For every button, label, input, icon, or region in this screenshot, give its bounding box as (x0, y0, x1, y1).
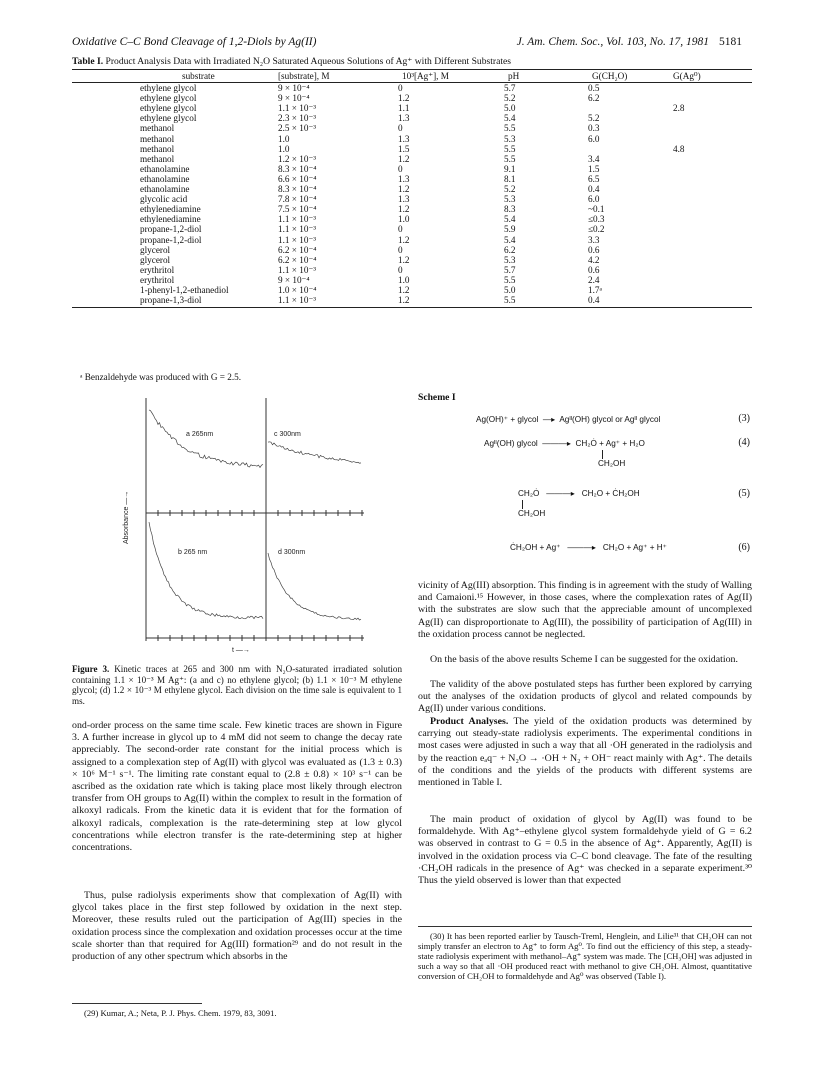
trace-d (268, 553, 361, 620)
table-cell: 1.0 (278, 143, 290, 154)
table-cell: 1.5 (398, 143, 410, 154)
table-row (72, 224, 752, 234)
table-cell: 9.1 (504, 163, 516, 174)
eq6-number: (6) (738, 542, 750, 553)
table-header-row (72, 70, 752, 83)
table-cell: 6.6 × 10⁻⁴ (278, 173, 317, 184)
table-cell: 1.7ᵃ (588, 284, 602, 295)
table-cell: 5.5 (504, 274, 516, 285)
table-cell: 1.3 (398, 113, 410, 124)
table-cell: 1.2 (398, 254, 410, 265)
table-row (72, 164, 752, 174)
table-cell: ~0.1 (588, 204, 605, 215)
right-body-paragraph-2: On the basis of the above results Scheme I can be suggested for the oxidation. (430, 654, 738, 665)
table-cell: 1.1 × 10⁻³ (278, 295, 398, 308)
table-cell: ethylenediamine (140, 214, 201, 225)
table-row (72, 83, 752, 94)
table-cell: 6.0 (588, 194, 600, 205)
table-cell: ethanolamine (140, 184, 190, 195)
table-cell: methanol (140, 133, 175, 144)
table-cell: 0.3 (588, 123, 600, 134)
table-cell: 1.2 (398, 295, 504, 308)
table-row (72, 174, 752, 184)
table-cell: 1.0 (398, 214, 410, 225)
table-cell (588, 103, 673, 113)
panel-d-label: d 300nm (278, 549, 306, 556)
journal-name: J. Am. Chem. Soc., Vol. 103, No. 17, 1981 (516, 36, 709, 48)
table-cell: 5.3 (504, 194, 516, 205)
table-cell (673, 214, 752, 224)
table-cell: 0 (398, 224, 403, 235)
table-cell: 5.5 (504, 123, 516, 134)
table-row (72, 103, 752, 113)
table-cell: 1.1 × 10⁻³ (278, 234, 317, 245)
table-cell: 5.4 (504, 214, 516, 225)
table-cell: 1.1 × 10⁻³ (278, 264, 317, 275)
table-cell: 1.1 × 10⁻³ (278, 103, 317, 114)
eq5-sub-text: CH₂OH (518, 509, 546, 518)
table-cell: 8.1 (504, 173, 516, 184)
right-body-paragraph-3: The validity of the above postulated steps has further been explored by carrying out the analyses of the oxidation products of glycol and related compounds by Ag(II) under various conditions. (418, 679, 752, 715)
table-cell: 5.9 (504, 224, 516, 235)
table-cell: 1.3 (398, 133, 410, 144)
footnote-rule (418, 926, 752, 927)
table-cell: 5.5 (504, 153, 516, 164)
table-cell: 5.5 (504, 143, 516, 154)
table-cell: 0.4 (588, 184, 600, 195)
table-cell: 5.7 (504, 83, 516, 94)
table-cell: 5.2 (504, 184, 516, 195)
table-cell (673, 255, 752, 265)
table-cell: propane-1,3-diol (72, 295, 278, 308)
section-text: The yield of the oxidation products was determined by carrying out steady-state radiolysis experiments. The experimental conditions in most cases were adjusted in such a way that all ·OH generated in the radiolysis and by the reaction eₐq⁻ + N₂O → ·OH + N₂ + OH⁻ react mainly with Ag⁺. The details of the conditions and the yields of the products with different systems are mentioned in Table I. (418, 716, 752, 789)
panel-a-label: a 265nm (186, 431, 214, 438)
table-cell: 5.0 (504, 284, 516, 295)
eq3-number: (3) (738, 413, 750, 424)
bond-line (602, 450, 603, 459)
left-body-paragraph-2: Thus, pulse radiolysis experiments show that complexation of Ag(II) with glycol takes place in the first step followed by oxidation in the next step. Moreover, these results ruled out the participation of Ag(III) species in the oxidation process since the complexation and oxidation processes occur at the time scale shorter than that required for Ag(III) formation²⁹ and do not result in the production of any other spectrum which absorbs in the (72, 890, 402, 963)
table-cell (673, 204, 752, 214)
table-cell: 6.2 × 10⁻⁴ (278, 244, 317, 255)
table-title: Product Analysis Data with Irradiated N₂O Saturated Aqueous Solutions of Ag⁺ with Different Substrates (105, 56, 512, 67)
table-cell: 8.3 (504, 204, 516, 215)
table-cell: 3.3 (588, 234, 600, 245)
table-row (72, 214, 752, 224)
eq4-number: (4) (738, 437, 750, 448)
table-cell: 0.6 (588, 244, 600, 255)
table-cell: ethylene glycol (140, 113, 197, 124)
table-cell: 5.0 (504, 103, 516, 114)
trace-a (149, 410, 263, 468)
table-row (72, 204, 752, 214)
table-cell: 5.3 (504, 254, 516, 265)
footnote-rule (72, 1003, 202, 1004)
table-cell: 5.7 (504, 264, 516, 275)
table-cell: 6.2 (588, 93, 600, 104)
table-cell: 0 (398, 264, 403, 275)
eq3-lhs: Ag(OH)⁺ + glycol (476, 415, 539, 424)
table-cell (673, 113, 752, 123)
col-header: G(Ag⁰) (673, 70, 752, 83)
table-cell: 9 × 10⁻⁴ (278, 93, 310, 104)
table-cell (673, 235, 752, 245)
table-cell: 5.4 (504, 113, 516, 124)
table-cell: ≤0.3 (588, 214, 605, 225)
eq5-lhs: CH₂Ȯ (518, 489, 540, 498)
col-header: substrate (72, 70, 278, 83)
x-axis-label: t —→ (232, 647, 250, 654)
table-cell: 0 (398, 83, 403, 94)
table-cell (673, 184, 752, 194)
table-row (72, 285, 752, 295)
table-cell: 0.6 (588, 264, 600, 275)
col-header: 10³[Ag⁺], M (398, 70, 504, 83)
journal-citation (517, 36, 742, 48)
table-cell (673, 285, 752, 295)
table-cell: 2.5 × 10⁻³ (278, 123, 317, 134)
table-cell: 1.2 (398, 284, 410, 295)
eq5-substituent (518, 500, 545, 519)
panel-c-label: c 300nm (274, 431, 301, 438)
right-body-paragraph-1: vicinity of Ag(III) absorption. This finding is in agreement with the study of Walling and Camaioni.¹⁵ However, in those cases, where the complexation rates of Ag(II) with the substrates are slow such that the appreciable amount of uncomplexed Ag(II) can disproportionate to Ag(III), the possibility of participation of Ag(III) in the oxidation process cannot be neglected. (418, 580, 752, 640)
table-body (72, 83, 752, 308)
equation-5 (518, 488, 640, 498)
y-axis-label: Absorbance —→ (123, 490, 130, 544)
table-cell: 1.1 × 10⁻³ (278, 224, 317, 235)
table-cell (673, 245, 752, 255)
table-cell: 3.4 (588, 153, 600, 164)
table-row (72, 255, 752, 265)
table-cell (673, 123, 752, 133)
table-cell: erythritol (140, 274, 175, 285)
page-number: 5181 (719, 36, 742, 48)
table-cell: 5.2 (588, 113, 600, 124)
table-cell: 0 (398, 123, 403, 134)
table-cell: 4.8 (673, 143, 685, 154)
col-header: [substrate], M (278, 70, 398, 83)
eq4-substituent (598, 450, 625, 469)
table-row (72, 93, 752, 103)
table-cell: ethylene glycol (140, 83, 197, 94)
table-row (72, 265, 752, 275)
footnote-29: (29) Kumar, A.; Neta, P. J. Phys. Chem. 1979, 83, 3091. (84, 1008, 277, 1018)
table-cell: 2.4 (588, 274, 600, 285)
table-cell: 7.5 × 10⁻⁴ (278, 204, 317, 215)
table-cell: 1-phenyl-1,2-ethanediol (140, 284, 229, 295)
table-cell: 1.2 (398, 93, 410, 104)
eq4-lhs: Agᴵᴵ(OH) glycol (484, 439, 538, 448)
table-cell: 9 × 10⁻⁴ (278, 274, 310, 285)
table-cell (673, 265, 752, 275)
section-heading: Product Analyses. (430, 716, 509, 727)
table-row (72, 144, 752, 154)
scheme-title: Scheme I (418, 392, 456, 403)
table-cell: 6.2 (504, 244, 516, 255)
table-cell: 1.2 (398, 153, 410, 164)
panel-b-label: b 265 nm (178, 549, 208, 556)
table-caption (72, 56, 752, 67)
col-header: G(CH₂O) (588, 70, 673, 83)
table-cell: 6.0 (588, 133, 600, 144)
table-cell: glycerol (140, 244, 171, 255)
table-cell: 0.4 (588, 295, 673, 308)
table-cell: ethylenediamine (140, 204, 201, 215)
table-cell: methanol (140, 153, 175, 164)
table-label: Table I. (72, 56, 104, 67)
footnote-30: (30) It has been reported earlier by Tausch-Treml, Henglein, and Lilie³¹ that CH₂OH can not simply transfer an electron to Ag⁺ to form Ag⁰. To find out the efficiency of this step, a steady-state radiolysis experiment with methanol–Ag⁺ system was made. The [CH₃OH] was adjusted in such a way so that all ·OH produced react with methanol to give CH₂OH. Almost, quantitative conversion of CH₂OH to formaldehyde and Ag⁰ was observed (Table I). (418, 931, 752, 981)
table-cell (673, 174, 752, 184)
trace-c (268, 442, 361, 463)
eq5-number: (5) (738, 488, 750, 499)
eq3-rhs: Agᴵᴵ(OH) glycol or Agᴵᴵ glycol (559, 415, 661, 424)
table-cell: ethanolamine (140, 173, 190, 184)
table-cell: 0 (398, 244, 403, 255)
table-cell: 1.2 (398, 234, 410, 245)
bond-line (522, 500, 523, 509)
table-cell: ethylene glycol (140, 93, 197, 104)
running-title: Oxidative C–C Bond Cleavage of 1,2-Diols by Ag(II) (72, 36, 317, 48)
equation-6 (510, 542, 667, 552)
table-cell: 1.0 × 10⁻⁴ (278, 284, 317, 295)
table-cell: 2.3 × 10⁻³ (278, 113, 317, 124)
table-cell: 1.5 (588, 163, 600, 174)
equation-4 (484, 438, 645, 448)
table-footnote: ᵃ Benzaldehyde was produced with G = 2.5. (80, 372, 242, 382)
table-cell: 1.2 × 10⁻³ (278, 153, 317, 164)
table-cell: 6.2 × 10⁻⁴ (278, 254, 317, 265)
table-cell: 8.3 × 10⁻⁴ (278, 184, 317, 195)
table-cell: glycolic acid (140, 194, 188, 205)
table-row (72, 194, 752, 204)
table-row (72, 134, 752, 144)
table-row (72, 154, 752, 164)
table-cell: 9 × 10⁻⁴ (278, 83, 310, 94)
left-body-paragraph: ond-order process on the same time scale. Few kinetic traces are shown in Figure 3. A further increase in glycol up to 4 mM did not seem to change the decay rate appreciably. The second-order rate constant for the initial process which is assigned to a complexation step of Ag(II) with glycol was evaluated as (1.3 ± 0.3) × 10⁶ M⁻¹ s⁻¹. The limiting rate constant equal to (2.8 ± 0.8) × 10³ s⁻¹ can be ascribed as the oxidation rate which is taking place most likely through electron transfer from OH groups to Ag(II) within the complex to result in the formation of alkoxyl radicals. From the kinetic data it is evident that for the formation of alkoxyl radicals, complexation is the rate-determining step at low glycol concentrations while electron transfer is the rate-determining step at higher concentrations. (72, 720, 402, 854)
table-cell: 1.2 (398, 204, 410, 215)
table-cell (673, 154, 752, 164)
reaction-arrow-icon: ———▸ (562, 543, 601, 552)
table-cell: ethanolamine (140, 163, 190, 174)
table-cell: 5.2 (504, 93, 516, 104)
table-cell (673, 224, 752, 234)
table-cell: 6.5 (588, 173, 600, 184)
table-cell: glycerol (140, 254, 171, 265)
figure-label: Figure 3. (72, 664, 110, 674)
table-cell (673, 164, 752, 174)
table-cell: erythritol (140, 264, 175, 275)
table-row (72, 275, 752, 285)
table-row (72, 113, 752, 123)
table-cell (673, 275, 752, 285)
product-analysis-table (72, 69, 752, 308)
eq4-sub-text: CH₂OH (598, 459, 626, 468)
reaction-arrow-icon: ———▸ (539, 439, 574, 448)
table-cell (673, 194, 752, 204)
table-cell (673, 93, 752, 103)
reaction-arrow-icon: ———▸ (541, 489, 580, 498)
table-cell: 2.8 (673, 103, 685, 114)
table-row (72, 123, 752, 133)
table-cell (673, 83, 752, 94)
table-cell: 1.3 (398, 194, 410, 205)
table-cell: 8.3 × 10⁻⁴ (278, 163, 317, 174)
table-cell: 0.5 (588, 83, 600, 94)
table-cell: 5.5 (504, 295, 588, 308)
eq6-lhs: ĊH₂OH + Ag⁺ (510, 543, 561, 552)
table-cell: ≤0.2 (588, 224, 605, 235)
table-cell: 1.0 (398, 274, 410, 285)
table-cell: 5.3 (504, 133, 516, 144)
table-row (72, 295, 752, 308)
table-row (72, 184, 752, 194)
table-cell: 7.8 × 10⁻⁴ (278, 194, 317, 205)
table-cell: methanol (140, 143, 175, 154)
figure-caption-text: Kinetic traces at 265 and 300 nm with N₂O-saturated irradiated solution containing 1.1 × 10⁻³ M Ag⁺: (a and c) no ethylene glycol; (b) 1.1 × 10⁻³ M ethylene glycol; (d) 1.2 × 10⁻³ M ethylene glycol. Each division on the time sale is equivalent to 1 ms. (72, 664, 402, 706)
table-cell: 0 (398, 163, 403, 174)
table-cell: 1.2 (398, 184, 410, 195)
equation-3 (476, 414, 660, 424)
table-cell: propane-1,2-diol (140, 224, 202, 235)
table-cell: 1.1 × 10⁻³ (278, 214, 317, 225)
eq6-rhs: CH₂O + Ag⁺ + H⁺ (602, 543, 667, 552)
table-cell (673, 295, 752, 308)
table-cell: 1.3 (398, 173, 410, 184)
table-cell: 5.4 (504, 234, 516, 245)
table-cell: 4.2 (588, 254, 600, 265)
table-cell (673, 134, 752, 144)
trace-b (149, 522, 263, 619)
table-cell: ethylene glycol (140, 103, 197, 114)
eq5-rhs: CH₂O + ĊH₂OH (581, 489, 640, 498)
figure-caption (72, 664, 402, 706)
table-cell: propane-1,2-diol (140, 234, 202, 245)
table-cell: 1.1 (398, 103, 410, 114)
table-cell: methanol (140, 123, 175, 134)
reaction-arrow-icon: —▸ (540, 415, 558, 424)
table-cell: 1.0 (278, 133, 290, 144)
table-row (72, 235, 752, 245)
table-row (72, 245, 752, 255)
kinetic-traces-figure (116, 394, 366, 656)
right-body-paragraph-5: The main product of oxidation of glycol by Ag(II) was found to be formaldehyde. With Ag⁺–ethylene glycol system formaldehyde yield of G = 6.2 was observed in contrast to G = 0.5 in the absence of Ag⁺. Apparently, Ag(II) is involved in the oxidation process via C–C bond cleavage. The fate of the resulting ·CH₂OH radicals in the presence of Ag⁺ was checked in a separate experiment.³⁰ Thus the yield observed is lower than that expected (418, 814, 752, 887)
table-cell (588, 144, 673, 154)
eq4-rhs: CH₂Ȯ + Ag⁺ + H₂O (575, 439, 645, 448)
right-body-paragraph-4 (418, 716, 752, 789)
col-header: pH (504, 70, 588, 83)
